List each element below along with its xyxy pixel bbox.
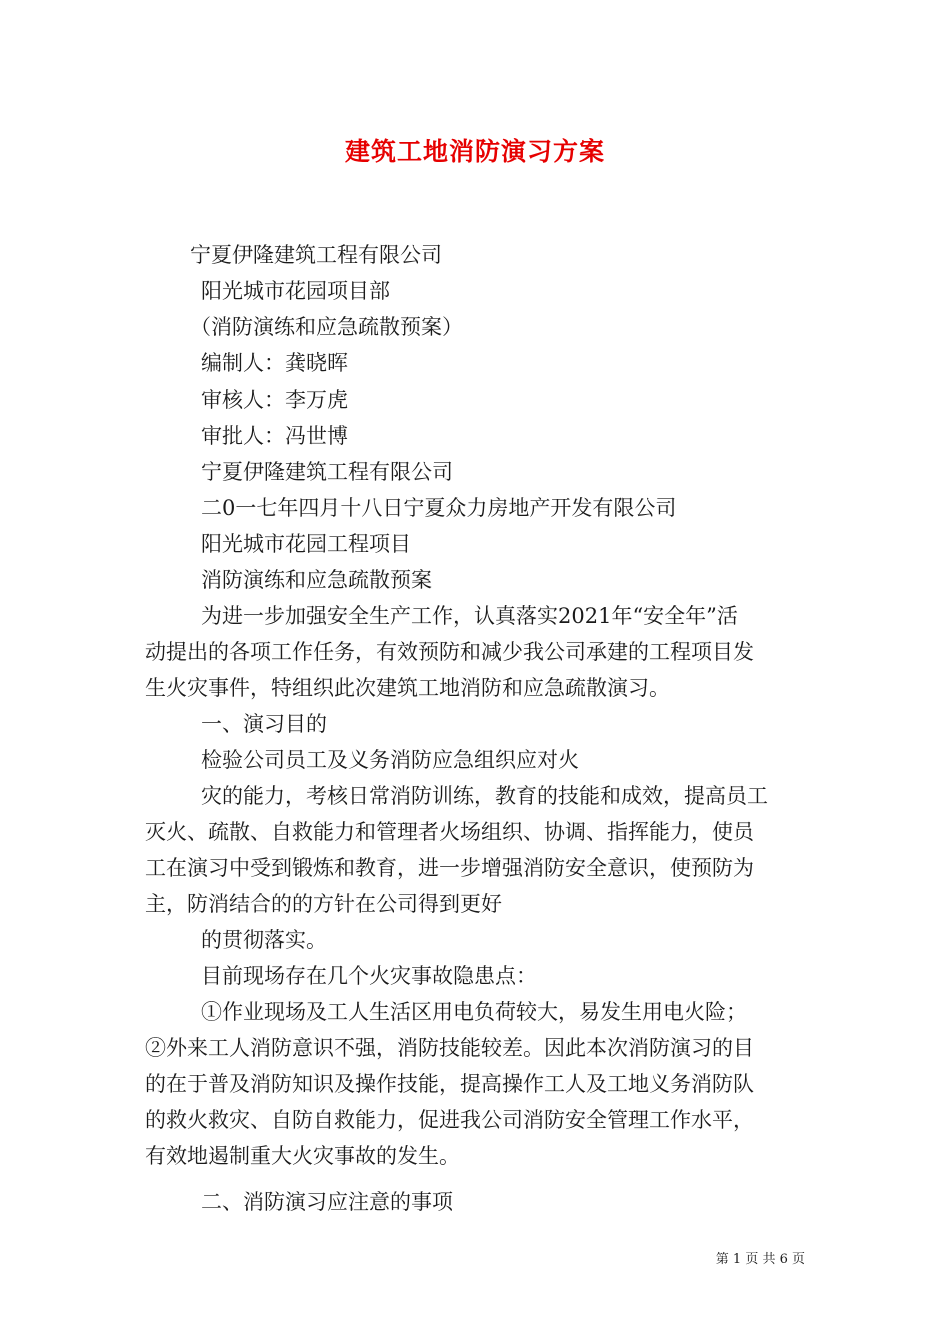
text-line: 动提出的各项工作任务，有效预防和减少我公司承建的工程项目发 (145, 640, 754, 664)
text-line: ①作业现场及工人生活区用电负荷较大，易发生用电火险； (201, 1000, 747, 1024)
text-line: 灭火、疏散、自救能力和管理者火场组织、协调、指挥能力，使员 (145, 820, 754, 844)
text-line: （消防演练和应急疏散预案） (190, 315, 463, 339)
text-line: 目前现场存在几个火灾事故隐患点： (201, 964, 537, 988)
text-line: 二0一七年四月十八日宁夏众力房地产开发有限公司 (201, 496, 677, 520)
text-line: 工在演习中受到锻炼和教育，进一步增强消防安全意识，使预防为 (145, 856, 754, 880)
text-line: 宁夏伊隆建筑工程有限公司 (201, 460, 453, 484)
text-line: 的在于普及消防知识及操作技能，提高操作工人及工地义务消防队 (145, 1072, 754, 1096)
document-title: 建筑工地消防演习方案 (344, 137, 605, 166)
text-line: 审核人：李万虎 (201, 388, 348, 412)
text-line: 为进一步加强安全生产工作，认真落实2021年“安全年”活 (201, 604, 738, 628)
text-line: 编制人：龚晓晖 (201, 351, 348, 375)
text-line: 检验公司员工及义务消防应急组织应对火 (201, 748, 579, 772)
text-line: 消防演练和应急疏散预案 (201, 568, 432, 592)
text-line: 阳光城市花园工程项目 (201, 532, 411, 556)
text-line: 阳光城市花园项目部 (201, 279, 390, 303)
text-line: 宁夏伊隆建筑工程有限公司 (190, 243, 442, 267)
text-line: 审批人：冯世博 (201, 424, 348, 448)
text-line: 主，防消结合的的方针在公司得到更好 (145, 892, 502, 916)
page-number: 第 1 页 共 6 页 (715, 1252, 805, 1267)
text-line: 有效地遏制重大火灾事故的发生。 (145, 1144, 460, 1168)
text-line: 生火灾事件，特组织此次建筑工地消防和应急疏散演习。 (145, 676, 670, 700)
section-heading: 一、演习目的 (201, 712, 327, 736)
text-line: 的救火救灾、自防自救能力，促进我公司消防安全管理工作水平， (145, 1108, 754, 1132)
text-line: 灾的能力，考核日常消防训练，教育的技能和成效，提高员工 (201, 784, 768, 808)
text-line: ②外来工人消防意识不强，消防技能较差。因此本次消防演习的目 (145, 1036, 754, 1060)
section-heading: 二、消防演习应注意的事项 (201, 1190, 453, 1214)
text-line: 的贯彻落实。 (201, 928, 327, 952)
